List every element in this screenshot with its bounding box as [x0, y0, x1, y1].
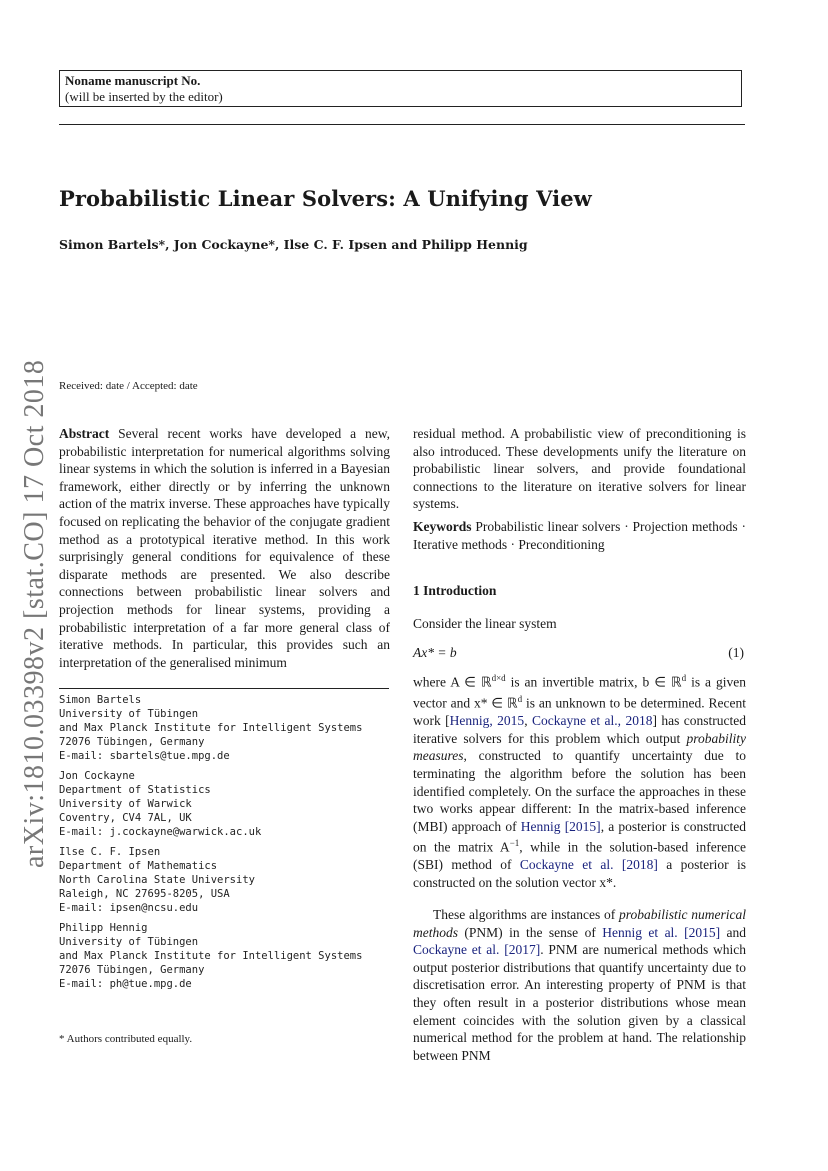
- manuscript-number: Noname manuscript No.: [65, 73, 201, 88]
- intro-paragraph-1: [413, 670, 746, 892]
- citation-link[interactable]: Hennig [2015]: [520, 818, 601, 834]
- p1-b: is an invertible matrix, b ∈ ℝ: [505, 674, 682, 690]
- author-list: Simon Bartels*, Jon Cockayne*, Ilse C. F. Ipsen and Philipp Hennig: [59, 237, 528, 252]
- abstract-left: [59, 425, 390, 671]
- abstract-text-left: Several recent works have developed a new, probabilistic interpretation for numerical algorithms solving linear systems in which the solution is inferred in a Bayesian framework, either directly or by inferring the unknown action of the matrix inverse. These approaches have typically focused on replicating the behavior of the conjugate gradient method as a prototypical iterative method. In this work surprisingly general conditions for equivalence of these disparate methods are presented. We also describe connections between probabilistic linear solvers and projection methods for linear systems, providing a probabilistic interpretation of a far more general class of iterative methods. In particular, this provides such an interpretation of the generalised minimum: [59, 426, 390, 670]
- affiliation-cockayne: [59, 769, 399, 839]
- p1-sup3: d: [517, 694, 523, 705]
- arxiv-stamp: arXiv:1810.03398v2 [stat.CO] 17 Oct 2018: [19, 359, 50, 868]
- intro-paragraph-2: [413, 906, 746, 1064]
- abstract-text-right: residual method. A probabilistic view of preconditioning is also introduced. These developments unify the literature on probabilistic linear solvers, and provide foundational connections to the literature on iterative solvers for linear systems.: [413, 426, 746, 512]
- citation-link[interactable]: Hennig et al. [2015]: [602, 924, 721, 940]
- affil-line: 72076 Tübingen, Germany: [59, 736, 205, 748]
- p1-g: , a posterior is constructed on the matrix A: [413, 818, 747, 855]
- equation-number: (1): [728, 645, 744, 660]
- affiliation-hennig: [59, 921, 399, 991]
- p1-a: where A ∈ ℝ: [413, 674, 492, 690]
- affil-line: University of Tübingen: [59, 708, 199, 720]
- affil-email: E-mail: ph@tue.mpg.de: [59, 978, 192, 990]
- citation-link[interactable]: Cockayne et al., 2018: [531, 713, 653, 729]
- p1-em: probability measures: [413, 730, 746, 764]
- affil-email: E-mail: j.cockayne@warwick.ac.uk: [59, 826, 262, 838]
- affil-line: North Carolina State University: [59, 874, 255, 886]
- abstract-heading: Abstract: [59, 426, 110, 441]
- keywords-heading: Keywords: [413, 519, 472, 534]
- intro-lead: Consider the linear system: [413, 616, 557, 631]
- p1-d: is an unknown to be determined. Recent work [: [413, 695, 746, 729]
- p2-em: probabilistic numerical methods: [413, 907, 746, 940]
- citation-link[interactable]: Cockayne et al. [2017]: [413, 942, 541, 958]
- p2-c: and: [720, 924, 747, 940]
- manuscript-header-box: [59, 70, 742, 107]
- header-rule: [59, 124, 745, 125]
- keywords: [413, 518, 746, 553]
- affil-line: University of Tübingen: [59, 936, 199, 948]
- section-heading: 1 Introduction: [413, 583, 497, 598]
- affil-line: Ilse C. F. Ipsen: [59, 846, 161, 858]
- p1-sup2: d: [681, 673, 687, 683]
- affil-line: Department of Statistics: [59, 784, 211, 796]
- p1-h: , while in the solution-based inference (SBI) method of: [413, 839, 746, 873]
- keywords-text: Probabilistic linear solvers · Projection methods · Iterative methods · Preconditioning: [413, 519, 747, 552]
- footnote-rule: [59, 688, 389, 689]
- affil-email: E-mail: sbartels@tue.mpg.de: [59, 750, 230, 762]
- equation-body: Ax* = b: [413, 645, 457, 660]
- affil-line: University of Warwick: [59, 798, 192, 810]
- equal-contribution-footnote: * Authors contributed equally.: [59, 1033, 193, 1045]
- received-line: Received: date / Accepted: date: [59, 380, 198, 392]
- p2-b: (PNM) in the sense of: [458, 924, 603, 940]
- p2-a: These algorithms are instances of: [433, 907, 619, 922]
- affil-line: Raleigh, NC 27695-8205, USA: [59, 888, 230, 900]
- affil-line: Simon Bartels: [59, 694, 142, 706]
- p1-f: , constructed to quantify uncertainty due to terminating the algorithm before the solution has been identified completely. On the surface the approaches in these two works appear different: In the matrix-based inference (MBI) approach of: [413, 748, 746, 834]
- p1-sup4: −1: [509, 838, 520, 849]
- p2-d: . PNM are numerical methods which output posterior distributions that quantify uncertainty due to discretisation error. An interesting property of PNM is that they often result in a posterior distributions whose mean element coincides with the solution given by a classical numerical method for the problem at hand. The relationship between PNM: [413, 942, 747, 1063]
- citation-link[interactable]: Hennig, 2015: [449, 713, 525, 729]
- p1-c: is a given vector and x* ∈ ℝ: [413, 674, 746, 711]
- affil-line: Department of Mathematics: [59, 860, 218, 872]
- affil-email: E-mail: ipsen@ncsu.edu: [59, 902, 199, 914]
- p1-sup: d×d: [491, 673, 506, 683]
- affiliation-ipsen: [59, 845, 399, 915]
- affil-line: Coventry, CV4 7AL, UK: [59, 812, 192, 824]
- editor-note: (will be inserted by the editor): [65, 89, 223, 104]
- p1-i: a posterior is constructed on the solution vector x*.: [413, 857, 746, 891]
- affiliation-bartels: [59, 693, 399, 763]
- affil-line: Jon Cockayne: [59, 770, 135, 782]
- equation-1: [413, 645, 746, 661]
- affil-line: 72076 Tübingen, Germany: [59, 964, 205, 976]
- p1-sep: ,: [524, 713, 532, 729]
- affil-line: and Max Planck Institute for Intelligent Systems: [59, 722, 363, 734]
- p1-e: ] has constructed iterative solvers for this problem which output: [413, 713, 746, 746]
- affil-line: Philipp Hennig: [59, 922, 148, 934]
- citation-link[interactable]: Cockayne et al. [2018]: [519, 857, 658, 873]
- abstract-right: [413, 425, 746, 513]
- affil-line: and Max Planck Institute for Intelligent Systems: [59, 950, 363, 962]
- paper-title: Probabilistic Linear Solvers: A Unifying View: [59, 186, 592, 211]
